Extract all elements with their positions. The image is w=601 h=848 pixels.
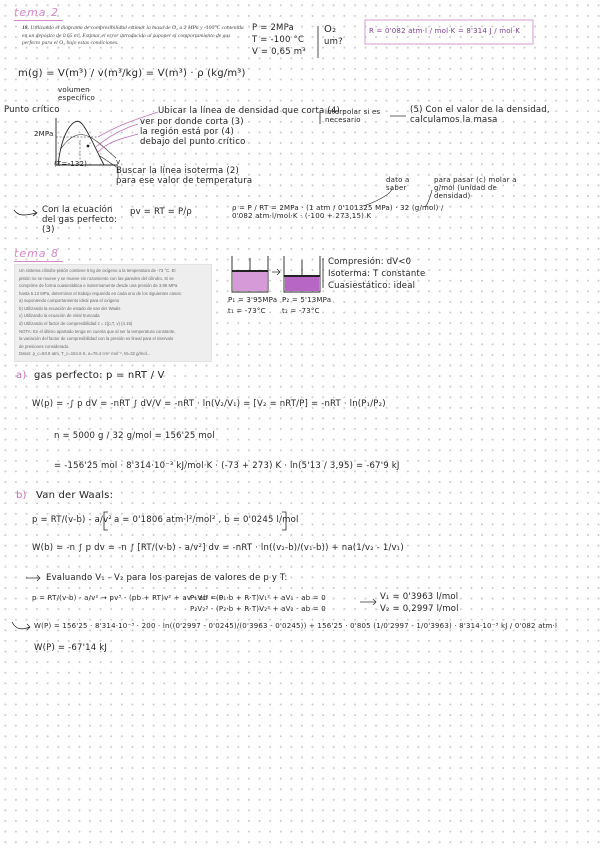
work-a-result: = -156'25 mol · 8'314·10⁻³ kJ/mol·K · (-73 + 273) K · ln(5'13 / 3,95) = -67'9 kJ	[54, 461, 400, 471]
problem-line-5: a) suponiendo comportamiento ideal para el oxígeno	[19, 298, 120, 304]
vdw-constants: a = 0'1806 atm·l²/mol² , b = 0'0245 l/mol	[114, 515, 299, 525]
state2-pressure: P₂ = 5'13MPa	[282, 296, 332, 304]
problem-line-6: b) Utilizando la ecuación de estado de van der Waals	[19, 305, 121, 311]
unknown-species: O₂	[324, 24, 337, 35]
process-compression: Compresión: dV<0	[328, 257, 412, 267]
note-isotherm: Buscar la línea isoterma (2) para ese valor de temperatura	[116, 166, 253, 186]
problem-line-10: la variación del factor de compresibilidad con la presión es lineal para el intervalo	[19, 336, 174, 342]
evaluate-note: Evaluando V₁ - V₂ para los parejas de valores de p y T:	[46, 573, 288, 583]
ideal-gas-equation: pv = RT = P/ρ	[130, 207, 192, 217]
part-b-marker: b)	[16, 490, 27, 501]
state2-temperature: t₂ = -73°C	[282, 307, 320, 315]
tema8-title: tema 8	[14, 247, 60, 260]
problem-line-4: hasta 5.13 MPa, determinar el trabajo requerido en cada uno de los siguientes casos:	[19, 290, 182, 296]
process-isothermal: Isoterma: T constante	[328, 269, 426, 279]
note-region-cut: ver por donde corta (3)	[140, 117, 244, 127]
work-b-result: W(P) = -67'14 kJ	[34, 643, 108, 653]
axis-volume-label: v	[116, 158, 121, 166]
note-interpolate: interpolar si es necesario	[325, 108, 381, 125]
part-a-marker: a)	[16, 370, 27, 381]
pv-diagram	[56, 118, 121, 166]
data-pressure: P = 2MPa	[252, 23, 294, 33]
problem-number: 18.	[22, 25, 29, 31]
problem-line-11: de presiones considerado.	[19, 343, 70, 349]
problem-line-2: pistón no se mueve y se mueve sin rozamiento con las paredes del cilindro. Si se	[19, 275, 174, 281]
vdw-cubic-state2: P₂V₂³ - (P₂·b + R·T)V₂² + aV₂ - ab = 0	[190, 605, 326, 613]
mass-formula: m(g) = V(m³) / v(m³/kg) = V(m³) · ρ (kg/m³)	[18, 68, 246, 79]
root-v2: V₂ = 0,2997 l/mol	[380, 604, 459, 614]
critical-point-label: Punto crítico	[4, 105, 60, 115]
tema8-problem-box	[14, 264, 212, 362]
vdw-cubic: p = RT/(v-b) - a/v² → pv³ - (pb + RT)v² + av - ab = 0	[32, 594, 224, 602]
ideal-gas-density: ρ = P / RT = 2MPa · (1 atm / 0'101325 MPa) · 32 (g/mol) / 0'082 atm·l/mol·K · (-100 + 273,15) K	[232, 204, 444, 221]
root-v1: V₁ = 0'3963 l/mol	[380, 592, 459, 602]
problem-line-3: comprime de forma cuasiestática e isotermamente desde una presión de 3.95 MPa	[19, 283, 178, 289]
note-density-line: Ubicar la línea de densidad que corta (4)	[158, 106, 340, 116]
statement-line-2: contenida en un depósito de 0.65 m³. Estimar el error introducido al suponer el	[22, 25, 244, 39]
moles-calc: n = 5000 g / 32 g/mol = 156'25 mol	[54, 431, 215, 441]
work-a-integral: W(p) = -∫ p dV = -nRT ∫ dV/V = -nRT · ln(V₂/V₁) = [V₂ = nRT/P] = -nRT · ln(P₁/P₂)	[32, 399, 386, 409]
axis-temperature-label: (T=-132)	[54, 160, 88, 168]
cylinder-state2	[284, 256, 320, 292]
data-volume: V = 0,65 m³	[252, 47, 306, 57]
axis-pressure-label: 2MPa	[34, 130, 54, 138]
work-b-integral: W(b) = -n ∫ p dv = -n ∫ [RT/(v-b) - a/v²] dv = -nRT · ln((v₂-b)/(v₁-b)) + na(1/v₂ - 1/v₁)	[32, 543, 404, 553]
ideal-gas-label: Con la ecuación del gas perfecto: (3)	[42, 205, 118, 235]
problem-line-7: c) Utilizando la ecuación de virial truncada	[19, 313, 100, 319]
data-temperature: T = -100 °C	[252, 35, 305, 45]
problem-line-8: d) Utilizando el factor de compresibilidad z = z(p,T, v) (4.15)	[19, 321, 133, 327]
vdw-equation: p = RT/(v-b) - a/v²	[32, 515, 112, 525]
problem-line-9: NOTA: En el último apartado tenga en cuenta que al ser la temperatura constante,	[19, 328, 176, 334]
work-b-substitution: W(P) = 156'25 · 8'314·10⁻³ · 200 · ln((0'2997 - 0'0245)/(0'3963 - 0'0245)) + 156'25 · 0'805 (1/0'2997 - 1/0'3963) · 8'314·10⁻³ kJ / 0'082 atm·l	[34, 622, 558, 630]
part-a-label: gas perfecto: p = nRT / V	[34, 370, 165, 381]
specific-volume-note: volumen específico	[58, 86, 96, 103]
state1-temperature: t₁ = -73°C	[228, 307, 266, 315]
note-below-critical: la región está por (4) debajo del punto crítico	[140, 127, 246, 147]
vdw-cubic-state1: P₁V₁³ - (P₁·b + R·T)V₁² + aV₁ - ab = 0	[190, 594, 326, 602]
state1-pressure: P₁ = 3'95MPa	[228, 296, 278, 304]
statement-line-1: Utilizando el diagrama de compresibilidad estimar la masa de O₂ a 2 MPa y -100°C	[30, 25, 221, 31]
cylinder-state1	[232, 256, 268, 292]
unknown-mass: um?	[324, 37, 343, 47]
problem-line-1: Un sistema cilindro-pistón contiene 5 kg de oxígeno a la temperatura de -73 °C. El	[19, 268, 176, 273]
note-unit-conversion: para pasar (c) molar a g/mol (unidad de densidad)	[434, 176, 517, 201]
part-b-label: Van der Waals:	[36, 490, 114, 501]
note-data-known: dato a saber	[386, 176, 410, 193]
tema2-statement	[22, 25, 246, 48]
process-quasistatic: Cuasiestático: ideal	[328, 281, 416, 291]
problem-line-12: Datos: p_c=50.8 atm, T_c=154.6 K, a=76.4 cm⁶ mol⁻², M=32 g/mol...	[19, 351, 151, 357]
note-mass-calc: (5) Con el valor de la densidad, calculamos la masa	[410, 105, 550, 125]
gas-constant: R = 0'082 atm·l / mol·K = 8'314 J / mol·K	[369, 27, 521, 35]
statement-line-3: comportamiento de gas perfecto para el O₂ bajo estas condiciones.	[22, 32, 231, 47]
tema2-title: tema 2	[14, 6, 60, 19]
